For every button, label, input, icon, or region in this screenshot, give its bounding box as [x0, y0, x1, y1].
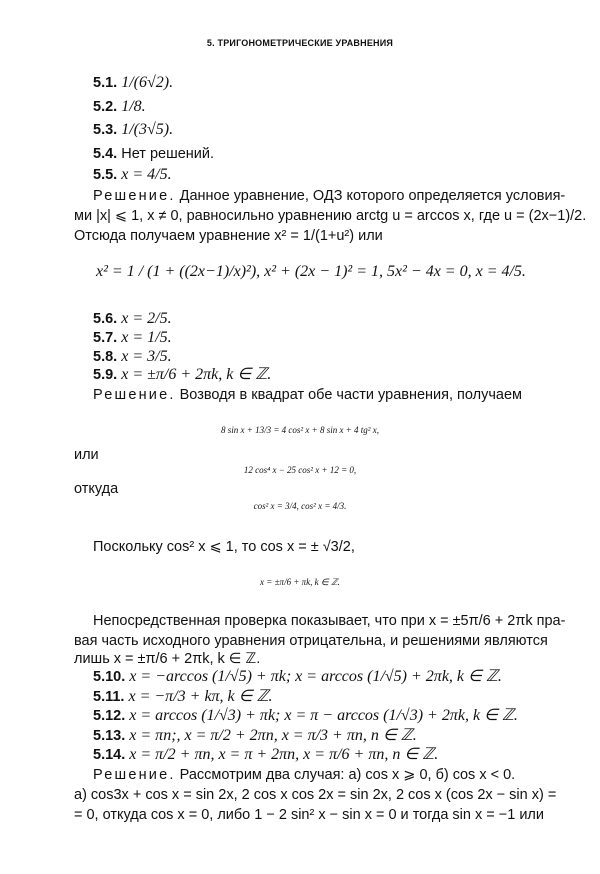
answer-5-3: [93, 121, 173, 139]
answer-text: 1/8.: [121, 98, 146, 115]
answer-number: 5.8.: [93, 349, 118, 365]
answer-5-10: [93, 668, 502, 686]
solution-2-equation-4: x = ±π/6 + πk, k ∈ ℤ.: [260, 577, 340, 587]
answer-5-2: [93, 98, 146, 116]
answer-number: 5.5.: [93, 167, 118, 183]
answer-number: 5.10.: [93, 669, 126, 685]
solution-1-equation: x² = 1 / (1 + ((2x−1)/x)²), x² + (2x − 1)² = 1, 5x² − 4x = 0, x = 4/5.: [96, 263, 526, 280]
solution-2-equation-3: cos² x = 3/4, cos² x = 4/3.: [253, 501, 347, 511]
solution-label: Решение.: [93, 767, 176, 783]
word-whence: откуда: [74, 481, 119, 497]
answer-text: x = −π/3 + kπ, k ∈ ℤ.: [128, 688, 273, 705]
answer-number: 5.12.: [93, 708, 126, 724]
solution-label: Решение.: [93, 387, 176, 403]
solution-2-since: Поскольку cos² x ⩽ 1, то cos x = ± √3/2,: [93, 539, 355, 555]
solution-1-line-2: ми |x| ⩽ 1, x ≠ 0, равносильно уравнению arctg u = arccos x, где u = (2x−1)/2.: [74, 208, 587, 224]
answer-number: 5.3.: [93, 122, 118, 138]
answer-number: 5.7.: [93, 330, 118, 346]
answer-5-4: [93, 145, 214, 163]
answer-text: 1/(3√5).: [121, 121, 174, 138]
answer-5-1: [93, 74, 173, 92]
answer-text: x = −arccos (1/√5) + πk; x = arccos (1/√5) + 2πk, k ∈ ℤ.: [129, 668, 502, 685]
answer-text: x = π/2 + πn, x = π + 2πn, x = π/6 + πn, n ∈ ℤ.: [129, 746, 439, 763]
answer-text: x = 3/5.: [121, 348, 172, 365]
answer-5-14: [93, 746, 438, 764]
page-title: 5. ТРИГОНОМЕТРИЧЕСКИЕ УРАВНЕНИЯ: [206, 38, 394, 48]
answer-5-8: [93, 348, 172, 366]
answer-text: x = arccos (1/√3) + πk; x = π − arccos (1/√3) + 2πk, k ∈ ℤ.: [129, 707, 518, 724]
solution-label: Решение.: [93, 188, 176, 204]
answer-number: 5.13.: [93, 728, 126, 744]
solution-3-line-2: а) cos3x + cos x = sin 2x, 2 cos x cos 2x = sin 2x, 2 cos x (cos 2x − sin x) =: [74, 787, 557, 803]
answer-number: 5.11.: [93, 689, 125, 705]
answer-number: 5.2.: [93, 99, 118, 115]
solution-1-line-1: [93, 187, 565, 205]
answer-text: x = ±π/6 + 2πk, k ∈ ℤ.: [121, 366, 272, 383]
answer-text: Нет решений.: [121, 146, 215, 162]
answer-5-5: [93, 166, 172, 184]
answer-5-7: [93, 329, 172, 347]
solution-3-line-3: = 0, откуда cos x = 0, либо 1 − 2 sin² x − sin x = 0 и тогда sin x = −1 или: [74, 807, 544, 823]
answer-5-11: [93, 688, 273, 706]
solution-2-check-3: лишь x = ±π/6 + 2πk, k ∈ ℤ.: [74, 651, 261, 667]
solution-2-check-1: Непосредственная проверка показывает, что при x = ±5π/6 + 2πk пра-: [93, 613, 566, 629]
solution-text: Возводя в квадрат обе части уравнения, получаем: [179, 387, 523, 403]
solution-2-check-2: вая часть исходного уравнения отрицательна, и решениями являются: [74, 633, 548, 649]
answer-number: 5.4.: [93, 146, 118, 162]
answer-text: x = πn;, x = π/2 + 2πn, x = π/3 + πn, n ∈ ℤ.: [129, 727, 417, 744]
answer-text: x = 2/5.: [121, 310, 172, 327]
solution-text: Рассмотрим два случая: а) cos x ⩾ 0, б) cos x < 0.: [179, 767, 516, 783]
answer-number: 5.9.: [93, 367, 118, 383]
answer-5-13: [93, 727, 417, 745]
answer-5-6: [93, 310, 172, 328]
answer-number: 5.6.: [93, 311, 118, 327]
answer-text: x = 4/5.: [121, 166, 172, 183]
answer-text: x = 1/5.: [121, 329, 172, 346]
answer-number: 5.1.: [93, 75, 118, 91]
solution-2-equation-1: 8 sin x + 13/3 = 4 cos² x + 8 sin x + 4 tg² x,: [221, 425, 379, 435]
solution-2-line-1: [93, 386, 522, 404]
solution-2-equation-2: 12 cos⁴ x − 25 cos² x + 12 = 0,: [243, 465, 357, 475]
answer-text: 1/(6√2).: [121, 74, 174, 91]
solution-text: Данное уравнение, ОДЗ которого определяется условия-: [179, 188, 566, 204]
word-or: или: [74, 447, 99, 463]
solution-1-line-3: Отсюда получаем уравнение x² = 1/(1+u²) или: [74, 228, 383, 244]
answer-5-9: [93, 366, 271, 384]
answer-5-12: [93, 707, 518, 725]
solution-3-line-1: [93, 766, 515, 784]
answer-number: 5.14.: [93, 747, 126, 763]
